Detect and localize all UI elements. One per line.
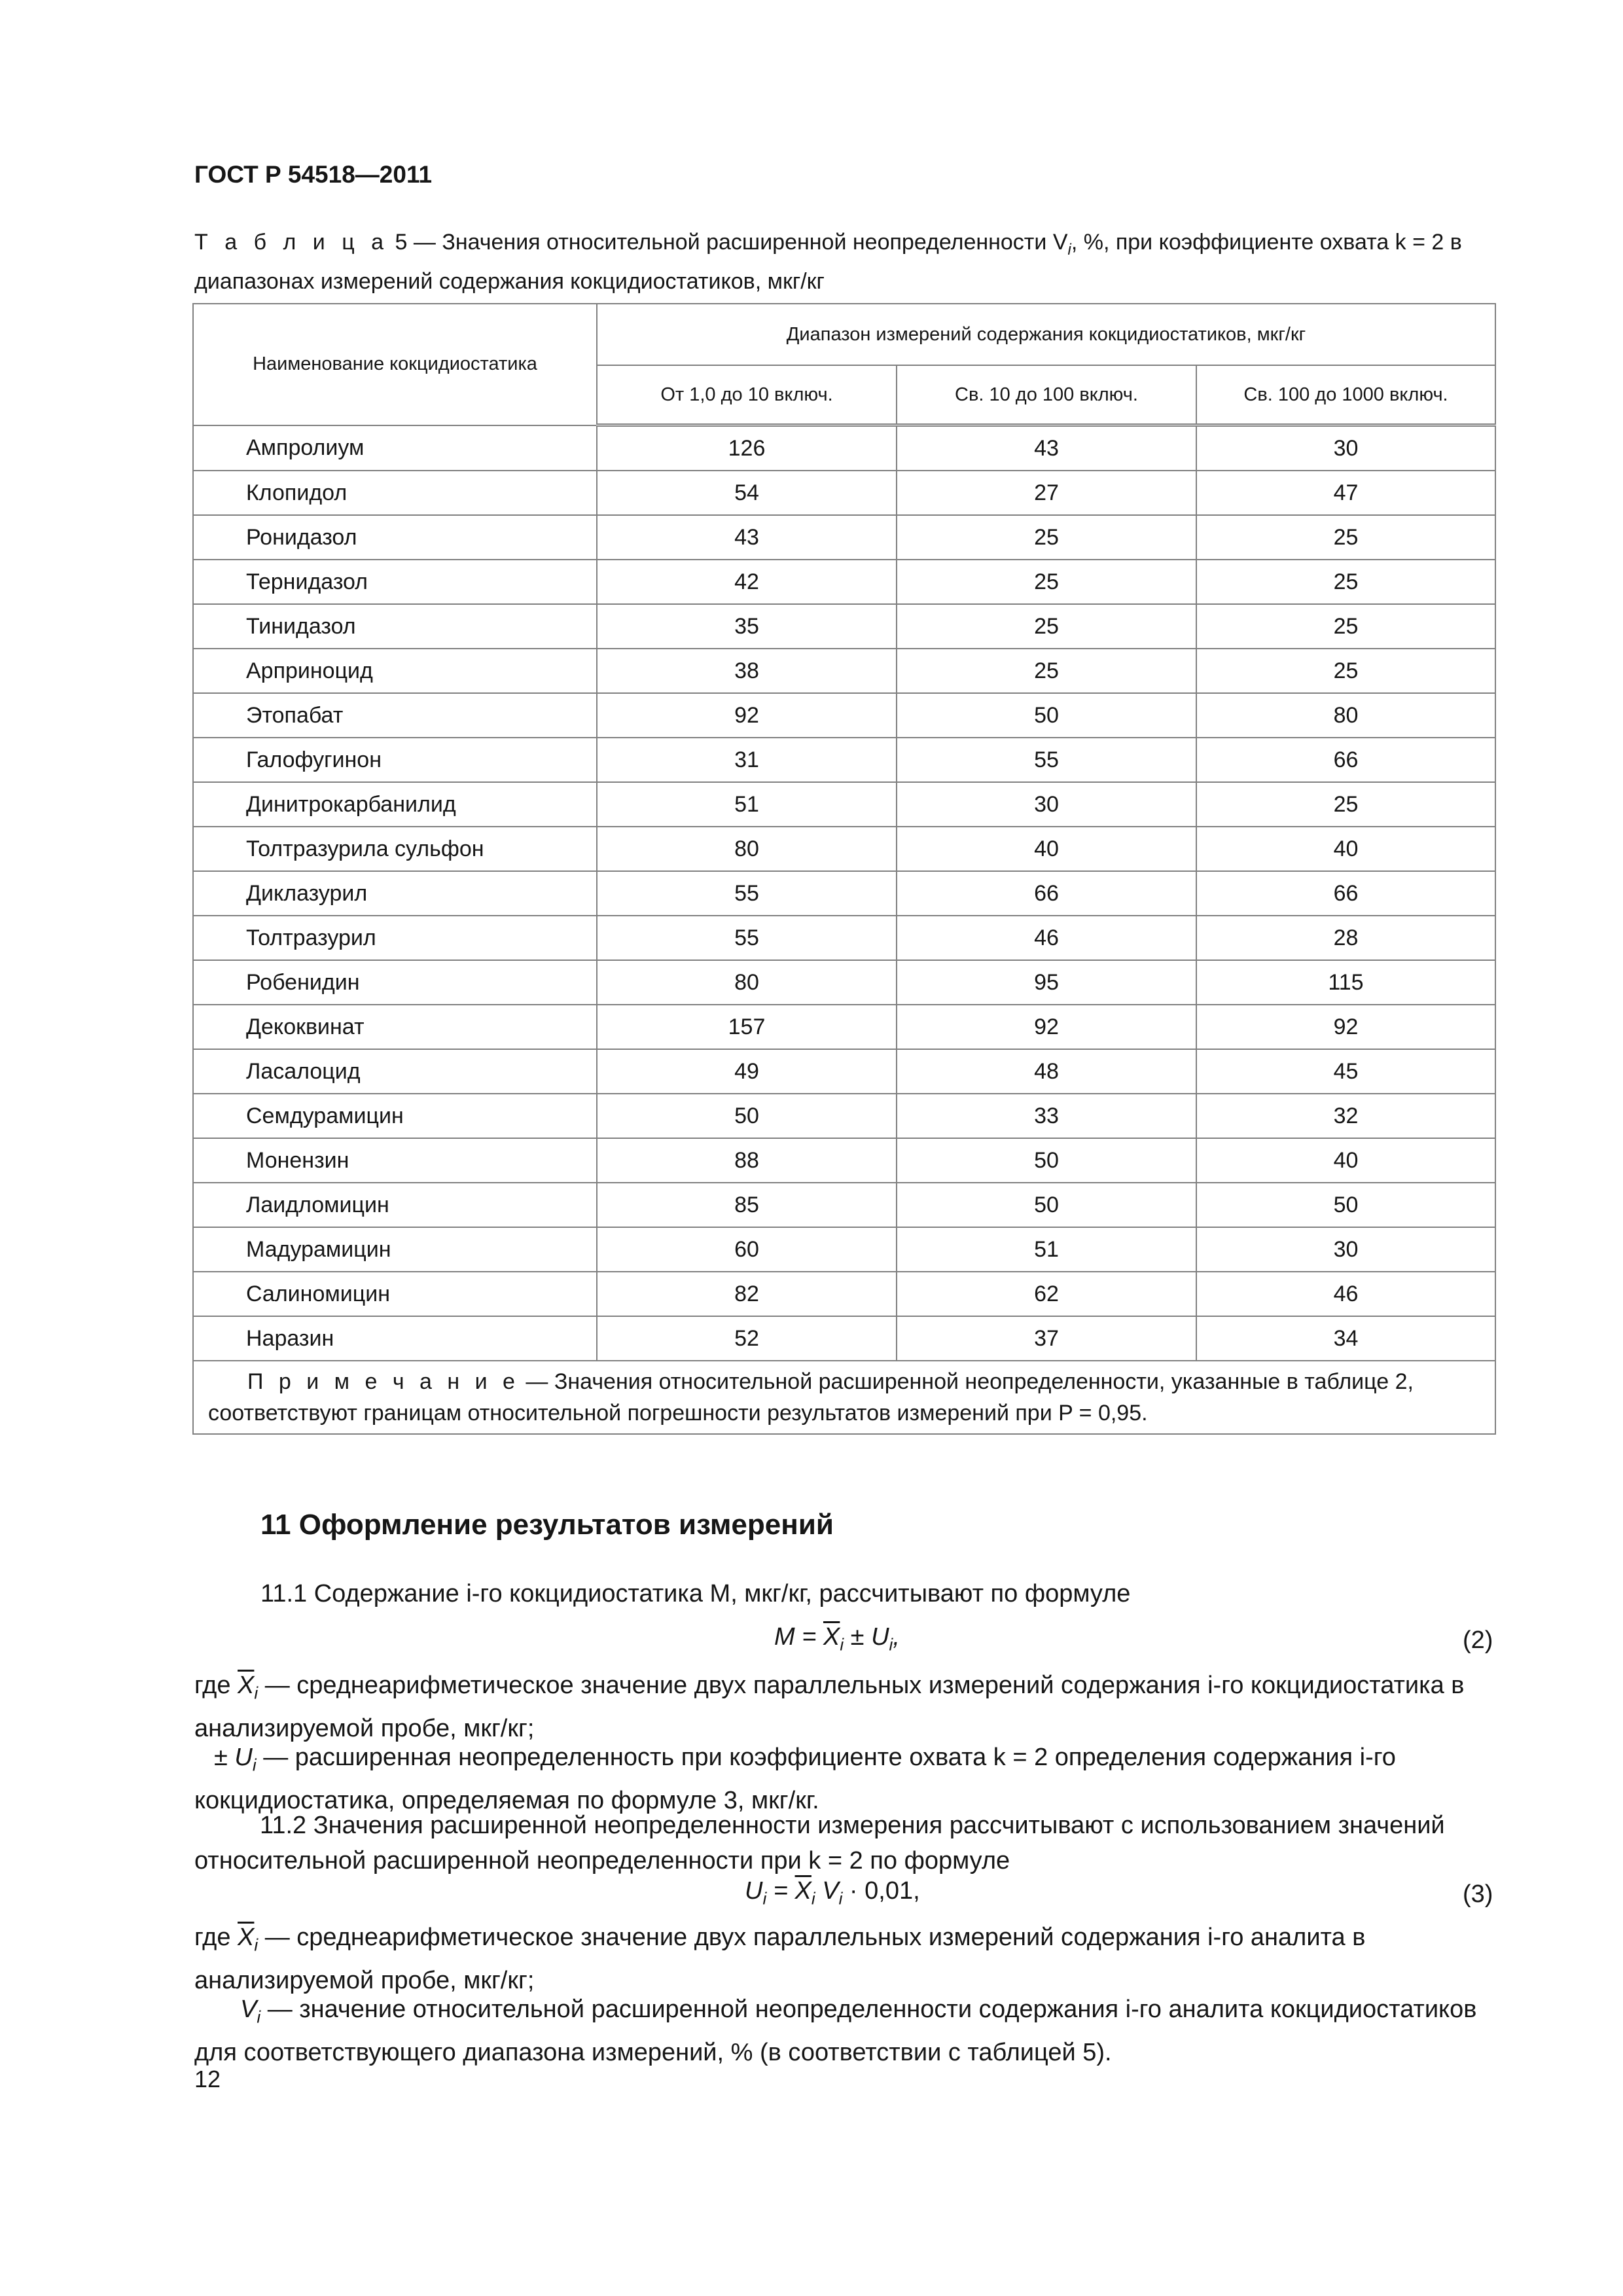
formula-2: [774, 1623, 900, 1655]
row-value: 52: [597, 1316, 897, 1361]
table-row: [193, 1049, 1495, 1094]
row-value: 66: [897, 871, 1196, 916]
row-value: 27: [897, 471, 1196, 515]
header-row: [193, 304, 1495, 365]
def-2-text: — расширенная неопределенность при коэффициенте охвата k = 2 определения содержания i-го кокцидиостатика, определяемая по формуле 3, мкг/кг.: [194, 1744, 1396, 1814]
row-value: 80: [597, 960, 897, 1005]
row-value: 50: [897, 1183, 1196, 1227]
table-row: [193, 960, 1495, 1005]
row-value: 43: [897, 425, 1196, 471]
document-code: ГОСТ Р 54518—2011: [194, 161, 433, 188]
row-name: Семдурамицин: [193, 1094, 597, 1138]
row-value: 32: [1196, 1094, 1495, 1138]
row-value: 40: [1196, 1138, 1495, 1183]
note-text: — Значения относительной расширенной неопределенности, указанные в таблице 2, соответствуют границам относительной погрешности результатов измерений при P = 0,95.: [208, 1369, 1414, 1426]
note-row: [193, 1361, 1495, 1434]
caption-text: — Значения относительной расширенной неопределенности V: [407, 230, 1068, 255]
row-value: 60: [597, 1227, 897, 1272]
row-value: 48: [897, 1049, 1196, 1094]
row-value: 34: [1196, 1316, 1495, 1361]
def-4-text: — значение относительной расширенной неопределенности содержания i-го аналита кокцидиостатиков для соответствующего диапазона измерений, % (в соответствии с таблицей 5).: [194, 1996, 1477, 2066]
row-value: 25: [897, 649, 1196, 693]
section-title: 11 Оформление результатов измерений: [260, 1509, 834, 1541]
paragraph-11-1: 11.1 Содержание i-го кокцидиостатика M, мкг/кг, рассчитывают по формуле: [260, 1580, 1131, 1607]
def-1-text: — среднеарифметическое значение двух параллельных измерений содержания i-го кокцидиостатика в анализируемой пробе, мкг/кг;: [194, 1672, 1465, 1742]
row-name: Тинидазол: [193, 604, 597, 649]
row-name: Ампролиум: [193, 425, 597, 471]
table-row: [193, 515, 1495, 560]
formula-3: $U_i = \overline{X}_i$ $V_i \cdot 0,01$,: [745, 1877, 920, 1909]
row-value: 82: [597, 1272, 897, 1316]
row-value: 25: [897, 604, 1196, 649]
row-value: 55: [897, 738, 1196, 782]
table-row: [193, 649, 1495, 693]
definition-1: [194, 1668, 1493, 1746]
row-value: 40: [1196, 827, 1495, 871]
row-name: Галофугинон: [193, 738, 597, 782]
row-name: Толтразурил: [193, 916, 597, 960]
row-value: 46: [1196, 1272, 1495, 1316]
table-row: [193, 1183, 1495, 1227]
equation-number-2: (2): [1463, 1626, 1493, 1654]
caption-prefix: Т а б л и ц а: [194, 230, 389, 255]
row-value: 51: [897, 1227, 1196, 1272]
row-value: 85: [597, 1183, 897, 1227]
row-value: 49: [597, 1049, 897, 1094]
table-caption: [194, 226, 1493, 297]
header-range-3: Св. 100 до 1000 включ.: [1196, 365, 1495, 425]
formula-2-end: ,: [893, 1623, 900, 1651]
row-name: Арприноцид: [193, 649, 597, 693]
row-value: 92: [1196, 1005, 1495, 1049]
def-3-label: где $\overline{X}_i$: [194, 1924, 259, 1955]
formula-2-tail: ± U: [844, 1623, 889, 1651]
note-prefix: П р и м е ч а н и е: [247, 1369, 520, 1394]
row-value: 42: [597, 560, 897, 604]
table-row: [193, 782, 1495, 827]
def-4-label: $V_i$: [240, 1996, 261, 2027]
row-value: 25: [897, 560, 1196, 604]
table-row: [193, 916, 1495, 960]
row-value: 51: [597, 782, 897, 827]
row-value: 88: [597, 1138, 897, 1183]
row-value: 46: [897, 916, 1196, 960]
row-name: Диклазурил: [193, 871, 597, 916]
row-value: 37: [897, 1316, 1196, 1361]
table-note: [193, 1361, 1495, 1434]
row-value: 50: [897, 1138, 1196, 1183]
table-row: [193, 560, 1495, 604]
caption-number: 5: [395, 230, 408, 255]
header-group: Диапазон измерений содержания кокцидиостатиков, мкг/кг: [597, 304, 1495, 365]
row-name: Монензин: [193, 1138, 597, 1183]
definition-2: [194, 1740, 1493, 1818]
table-row: [193, 1138, 1495, 1183]
formula-2-a: M =: [774, 1623, 823, 1651]
header-range-1: От 1,0 до 10 включ.: [597, 365, 897, 425]
row-value: 50: [597, 1094, 897, 1138]
row-value: 28: [1196, 916, 1495, 960]
row-value: 157: [597, 1005, 897, 1049]
row-value: 30: [1196, 1227, 1495, 1272]
row-value: 115: [1196, 960, 1495, 1005]
header-range-2: Св. 10 до 100 включ.: [897, 365, 1196, 425]
row-value: 25: [1196, 604, 1495, 649]
definition-3: [194, 1920, 1493, 1998]
row-value: 80: [597, 827, 897, 871]
table-row: [193, 871, 1495, 916]
row-value: 25: [1196, 515, 1495, 560]
row-name: Мадурамицин: [193, 1227, 597, 1272]
row-value: 126: [597, 425, 897, 471]
table-row: [193, 1272, 1495, 1316]
row-value: 50: [1196, 1183, 1495, 1227]
row-value: 30: [1196, 425, 1495, 471]
paragraph-11-2: 11.2 Значения расширенной неопределенности измерения рассчитывают с использованием значений относительной расширенной неопределенности при k = 2 по формуле: [194, 1812, 1445, 1874]
uncertainty-table: [192, 303, 1496, 1435]
row-value: 38: [597, 649, 897, 693]
page-number: 12: [194, 2066, 221, 2092]
table-row: [193, 1094, 1495, 1138]
row-value: 30: [897, 782, 1196, 827]
row-name: Тернидазол: [193, 560, 597, 604]
table-row: [193, 604, 1495, 649]
row-name: Салиномицин: [193, 1272, 597, 1316]
row-value: 92: [897, 1005, 1196, 1049]
table-row: [193, 1005, 1495, 1049]
row-value: 35: [597, 604, 897, 649]
formula-2-x: $\overline{X}$: [823, 1623, 840, 1651]
row-value: 25: [897, 515, 1196, 560]
row-value: 25: [1196, 649, 1495, 693]
definition-4: [194, 1992, 1493, 2070]
table-row: [193, 827, 1495, 871]
row-name: Ронидазол: [193, 515, 597, 560]
table-row: [193, 471, 1495, 515]
row-value: 55: [597, 916, 897, 960]
equation-number-3: (3): [1463, 1880, 1493, 1908]
row-value: 47: [1196, 471, 1495, 515]
row-value: 54: [597, 471, 897, 515]
def-2-label: ± $U_i$: [214, 1744, 257, 1775]
row-value: 62: [897, 1272, 1196, 1316]
row-name: Робенидин: [193, 960, 597, 1005]
row-value: 66: [1196, 871, 1495, 916]
row-value: 40: [897, 827, 1196, 871]
row-value: 50: [897, 693, 1196, 738]
caption-sub: i: [1067, 240, 1071, 259]
header-name: Наименование кокцидиостатика: [193, 304, 597, 425]
row-name: Лаидломицин: [193, 1183, 597, 1227]
row-value: 55: [597, 871, 897, 916]
formula-2-tail-sub: i: [889, 1634, 893, 1655]
row-value: 43: [597, 515, 897, 560]
row-name: Декоквинат: [193, 1005, 597, 1049]
table-row: [193, 693, 1495, 738]
row-value: 45: [1196, 1049, 1495, 1094]
caption-text-2: , %, при коэффициенте охвата k = 2 в диапазонах измерений содержания кокцидиостатиков, мкг/кг: [194, 230, 1462, 294]
def-3-text: — среднеарифметическое значение двух параллельных измерений содержания i-го аналита в анализируемой пробе, мкг/кг;: [194, 1924, 1366, 1994]
row-value: 25: [1196, 560, 1495, 604]
table-row: [193, 1227, 1495, 1272]
row-name: Толтразурила сульфон: [193, 827, 597, 871]
row-name: Клопидол: [193, 471, 597, 515]
row-value: 66: [1196, 738, 1495, 782]
row-value: 80: [1196, 693, 1495, 738]
row-name: Ласалоцид: [193, 1049, 597, 1094]
row-name: Этопабат: [193, 693, 597, 738]
row-value: 25: [1196, 782, 1495, 827]
row-value: 33: [897, 1094, 1196, 1138]
row-value: 92: [597, 693, 897, 738]
def-1-label: где $\overline{X}_i$: [194, 1672, 259, 1703]
table-row: [193, 738, 1495, 782]
table-row: [193, 1316, 1495, 1361]
row-name: Наразин: [193, 1316, 597, 1361]
table-row: [193, 425, 1495, 471]
formula-2-sub: i: [840, 1634, 844, 1655]
row-name: Динитрокарбанилид: [193, 782, 597, 827]
row-value: 95: [897, 960, 1196, 1005]
row-value: 31: [597, 738, 897, 782]
